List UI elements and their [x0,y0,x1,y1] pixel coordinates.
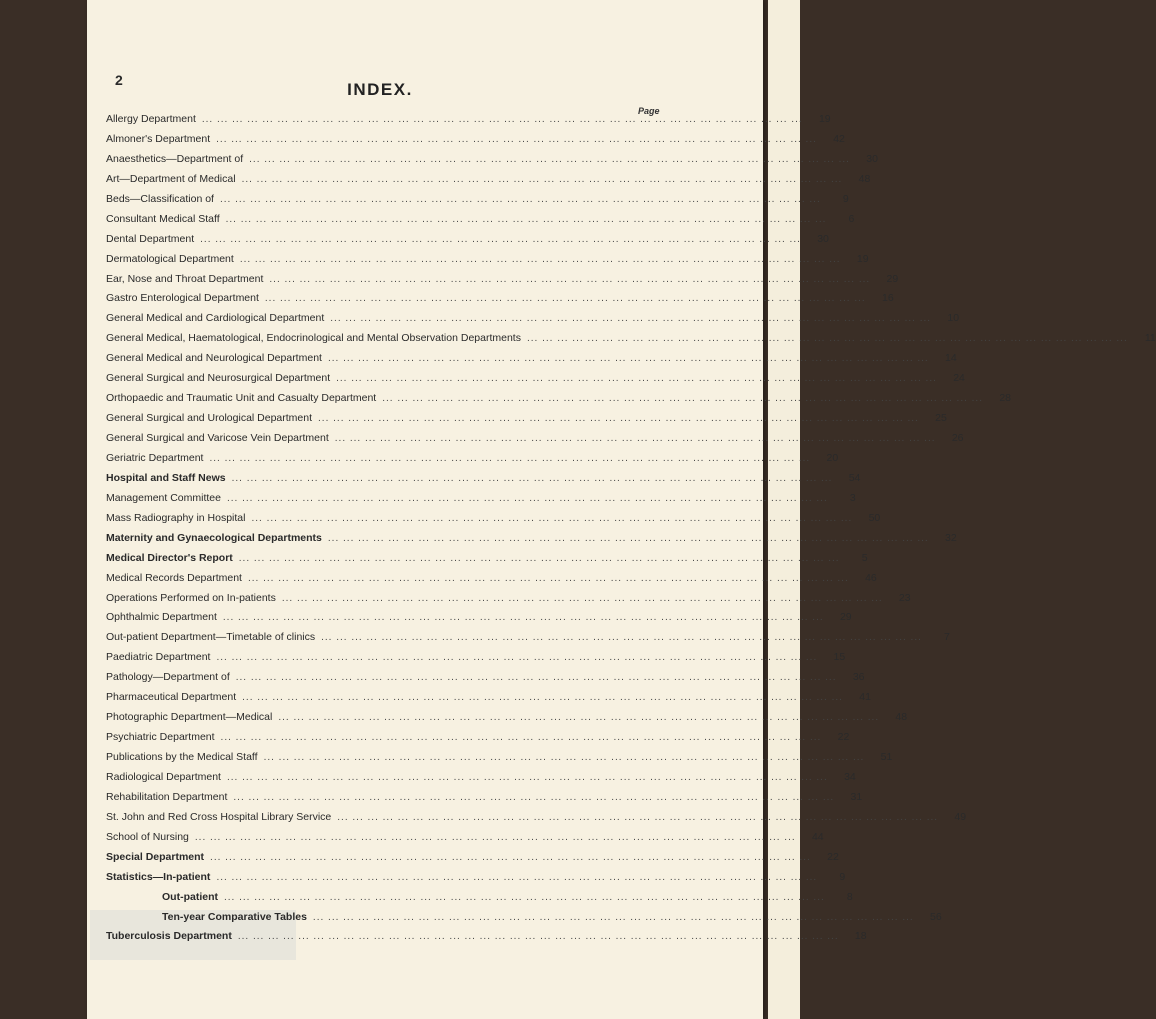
index-entry [106,569,877,589]
entry-label: Maternity and Gynaecological Departments [106,531,322,544]
entry-page: 9 [839,870,846,883]
entry-label: Consultant Medical Staff [106,212,220,225]
dot-leader: ... ... ... ... ... ... ... ... ... ... ... ... ... ... ... ... ... ... ... ... ... ... ... ... ... ... ... ... ... ... ... ... ... ... ... ... ... ... ... ... [235,672,837,684]
dot-leader: ... ... ... ... ... ... ... ... ... ... ... ... ... ... ... ... ... ... ... ... ... ... ... ... ... ... ... ... ... ... ... ... ... ... ... ... ... ... ... ... [264,293,866,305]
dot-leader: ... ... ... ... ... ... ... ... ... ... ... ... ... ... ... ... ... ... ... ... ... ... ... ... ... ... ... ... ... ... ... ... ... ... ... ... ... ... ... ... [242,692,843,704]
entry-page: 22 [837,731,850,744]
entry-page: 24 [953,372,965,385]
entry-label: Gastro Enterological Department [106,292,259,305]
entry-label: Management Committee [106,491,221,504]
entry-page: 6 [848,212,855,225]
entry-label: Dental Department [106,232,195,245]
entry-page: 29 [886,272,899,285]
dot-leader: ... ... ... ... ... ... ... ... ... ... ... ... ... ... ... ... ... ... ... ... ... ... ... ... ... ... ... ... ... ... ... ... ... ... ... ... ... ... ... ... [263,752,865,763]
index-entry [106,788,863,808]
entry-label: School of Nursing [106,830,189,843]
dot-leader: ... ... ... ... ... ... ... ... ... ... ... ... ... ... ... ... ... ... ... ... ... ... ... ... ... ... ... ... ... ... ... ... ... ... ... ... ... ... ... ... [327,353,929,365]
entry-page: 49 [954,810,967,823]
index-entry [106,668,865,688]
entry-page: 42 [833,132,845,145]
index-entry [106,389,1011,409]
entry-page: 15 [833,651,846,664]
dot-leader: ... ... ... ... ... ... ... ... ... ... ... ... ... ... ... ... ... ... ... ... ... ... ... ... ... ... ... ... ... ... ... ... ... ... ... ... ... ... ... ... [238,552,840,564]
entry-label: Medical Records Department [106,571,242,584]
index-entry [106,270,899,290]
entry-page: 50 [868,511,881,524]
index-entry [106,349,957,369]
dot-leader: ... ... ... ... ... ... ... ... ... ... ... ... ... ... ... ... ... ... ... ... ... ... ... ... ... ... ... ... ... ... ... ... ... ... ... ... ... ... ... ... [219,193,821,205]
entry-label: Art—Department of Medical [106,172,236,185]
entry-label: Radiological Department [106,770,221,783]
index-entry [106,688,871,708]
entry-page: 20 [826,451,839,464]
index-entry [106,768,856,788]
entry-label: General Medical and Neurological Department [106,352,322,365]
entry-page: 8 [846,890,853,903]
entry-label: General Surgical and Varicose Vein Department [106,432,329,444]
index-entry [106,808,967,828]
entry-page: 11 [1144,332,1156,345]
entry-label: Tuberculosis Department [106,930,232,943]
dot-leader: ... ... ... ... ... ... ... ... ... ... ... ... ... ... ... ... ... ... ... ... ... ... ... ... ... ... ... ... ... ... ... ... ... ... ... ... ... ... ... ... [226,771,828,783]
entry-label: Pathology—Department of [106,671,230,684]
index-entry [106,210,855,230]
entry-label: Geriatric Department [106,451,204,464]
dot-leader: ... ... ... ... ... ... ... ... ... ... ... ... ... ... ... ... ... ... ... ... ... ... ... ... ... ... ... ... ... ... ... ... ... ... ... ... ... ... ... ... [216,871,818,883]
entry-page: 30 [866,152,878,165]
entry-page: 29 [839,611,852,624]
entry-label: Ear, Nose and Throat Department [106,272,264,285]
entry-label: Hospital and Staff News [106,471,226,484]
entry-label: Out-patient Department—Timetable of clinics [106,631,316,644]
entry-page: 14 [945,352,957,365]
dot-leader: ... ... ... ... ... ... ... ... ... ... ... ... ... ... ... ... ... ... ... ... ... ... ... ... ... ... ... ... ... ... ... ... ... ... ... ... ... ... ... ... [231,472,833,484]
entry-label: Psychiatric Department [106,731,215,744]
dot-leader: ... ... ... ... ... ... ... ... ... ... ... ... ... ... ... ... ... ... ... ... ... ... ... ... ... ... ... ... ... ... ... ... ... ... ... ... ... ... ... ... [225,213,827,225]
index-entry [106,529,957,549]
entry-label: Paediatric Department [106,651,211,664]
index-entry [106,150,878,170]
entry-label: Almoner's Department [106,132,211,145]
index-entry [106,369,965,389]
entry-page: 44 [811,830,824,843]
entry-label: Photographic Department—Medical [106,711,273,724]
dot-leader: ... ... ... ... ... ... ... ... ... ... ... ... ... ... ... ... ... ... ... ... ... ... ... ... ... ... ... ... ... ... ... ... ... ... ... ... ... ... ... ... [226,492,828,504]
entry-page: 16 [881,292,894,305]
index-entry [106,927,867,947]
index-entry [106,250,869,270]
index-entry [106,489,856,509]
entry-page: 3 [849,491,856,504]
index-entry [106,329,1156,349]
entry-page: 22 [827,850,839,863]
entry-label: Publications by the Medical Staff [106,751,258,763]
index-entry [106,469,861,489]
dot-leader: ... ... ... ... ... ... ... ... ... ... ... ... ... ... ... ... ... ... ... ... ... ... ... ... ... ... ... ... ... ... ... ... ... ... ... ... ... ... ... ... [216,133,817,145]
entry-page: 9 [842,192,849,205]
entry-label: Anaesthetics—Department of [106,152,244,165]
entry-label: Mass Radiography in Hospital [106,511,246,524]
entry-page: 56 [930,910,942,923]
index-entry [106,170,871,190]
dot-leader: ... ... ... ... ... ... ... ... ... ... ... ... ... ... ... ... ... ... ... ... ... ... ... ... ... ... ... ... ... ... ... ... ... ... ... ... ... ... ... ... [334,433,936,444]
entry-label: General Medical and Cardiological Department [106,312,325,325]
index-entry [106,608,852,628]
index-entry [106,748,893,768]
entry-label: Ten-year Comparative Tables [162,910,307,923]
index-entry [106,828,824,848]
entry-page: 10 [947,312,960,325]
index-entry [106,549,868,569]
entry-label: Dermatological Department [106,252,234,265]
dot-leader: ... ... ... ... ... ... ... ... ... ... ... ... ... ... ... ... ... ... ... ... ... ... ... ... ... ... ... ... ... ... ... ... ... ... ... ... ... ... ... ... [216,652,818,664]
page-column-label: Page [638,106,660,116]
dot-leader: ... ... ... ... ... ... ... ... ... ... ... ... ... ... ... ... ... ... ... ... ... ... ... ... ... ... ... ... ... ... ... ... ... ... ... ... ... ... ... ... [209,452,811,464]
dot-leader: ... ... ... ... ... ... ... ... ... ... ... ... ... ... ... ... ... ... ... ... ... ... ... ... ... ... ... ... ... ... ... ... ... ... ... ... ... ... ... ... [281,592,883,604]
entry-page: 46 [865,571,877,584]
entry-page: 48 [895,711,908,724]
entry-page: 26 [951,432,964,444]
entry-page: 7 [944,631,950,644]
dot-leader: ... ... ... ... ... ... ... ... ... ... ... ... ... ... ... ... ... ... ... ... ... ... ... ... ... ... ... ... ... ... ... ... ... ... ... ... ... ... ... ... [336,373,937,385]
index-entry [106,449,839,469]
entry-page: 28 [999,392,1011,405]
entry-page: 48 [858,172,871,185]
entry-label: Special Department [106,850,205,863]
dot-leader: ... ... ... ... ... ... ... ... ... ... ... ... ... ... ... ... ... ... ... ... ... ... ... ... ... ... ... ... ... ... ... ... ... ... ... ... ... ... ... ... [382,393,983,405]
entry-label: General Surgical and Urological Department [106,412,313,425]
index-entry [106,728,850,748]
index-entry [106,589,911,609]
entry-label: Allergy Department [106,113,196,125]
index-entry [106,230,829,250]
dot-leader: ... ... ... ... ... ... ... ... ... ... ... ... ... ... ... ... ... ... ... ... ... ... ... ... ... ... ... ... ... ... ... ... ... ... ... ... ... ... ... ... [330,313,932,325]
entry-label: General Medical, Haematological, Endocrinological and Mental Observation Departments [106,332,521,345]
dot-leader: ... ... ... ... ... ... ... ... ... ... ... ... ... ... ... ... ... ... ... ... ... ... ... ... ... ... ... ... ... ... ... ... ... ... ... ... ... ... ... ... [237,931,839,943]
index-entry [106,648,846,668]
entry-page: 32 [944,531,957,544]
entry-page: 25 [935,412,947,425]
dot-leader: ... ... ... ... ... ... ... ... ... ... ... ... ... ... ... ... ... ... ... ... ... ... ... ... ... ... ... ... ... ... ... ... ... ... ... ... ... ... ... ... [239,253,841,265]
dot-leader: ... ... ... ... ... ... ... ... ... ... ... ... ... ... ... ... ... ... ... ... ... ... ... ... ... ... ... ... ... ... ... ... ... ... ... ... ... ... ... ... [312,911,914,923]
entry-page: 31 [850,790,863,803]
dot-leader: ... ... ... ... ... ... ... ... ... ... ... ... ... ... ... ... ... ... ... ... ... ... ... ... ... ... ... ... ... ... ... ... ... ... ... ... ... ... ... ... [224,891,825,903]
dot-leader: ... ... ... ... ... ... ... ... ... ... ... ... ... ... ... ... ... ... ... ... ... ... ... ... ... ... ... ... ... ... ... ... ... ... ... ... ... ... ... ... [337,811,939,823]
dot-leader: ... ... ... ... ... ... ... ... ... ... ... ... ... ... ... ... ... ... ... ... ... ... ... ... ... ... ... ... ... ... ... ... ... ... ... ... ... ... ... ... [321,632,922,644]
index-entry [106,309,960,329]
index-entry [106,848,839,868]
entry-label: St. John and Red Cross Hospital Library Service [106,810,332,823]
entry-page: 30 [817,232,829,245]
index-entry [106,708,908,728]
entry-label: General Surgical and Neurosurgical Department [106,372,331,385]
entry-label: Statistics—In-patient [106,870,211,883]
dot-leader: ... ... ... ... ... ... ... ... ... ... ... ... ... ... ... ... ... ... ... ... ... ... ... ... ... ... ... ... ... ... ... ... ... ... ... ... ... ... ... ... [241,173,843,185]
dot-leader: ... ... ... ... ... ... ... ... ... ... ... ... ... ... ... ... ... ... ... ... ... ... ... ... ... ... ... ... ... ... ... ... ... ... ... ... ... ... ... ... [249,153,850,165]
entry-label: Rehabilitation Department [106,790,228,803]
dot-leader: ... ... ... ... ... ... ... ... ... ... ... ... ... ... ... ... ... ... ... ... ... ... ... ... ... ... ... ... ... ... ... ... ... ... ... ... ... ... ... ... [233,791,835,803]
index-entry [106,289,894,309]
entry-label: Out-patient [162,890,218,903]
dot-leader: ... ... ... ... ... ... ... ... ... ... ... ... ... ... ... ... ... ... ... ... ... ... ... ... ... ... ... ... ... ... ... ... ... ... ... ... ... ... ... ... [200,233,801,245]
index-title: INDEX. [347,80,413,99]
index-entry [106,628,950,648]
dot-leader: ... ... ... ... ... ... ... ... ... ... ... ... ... ... ... ... ... ... ... ... ... ... ... ... ... ... ... ... ... ... ... ... ... ... ... ... ... ... ... ... [247,572,849,584]
index-entry [106,908,942,928]
entry-page: 34 [844,770,856,783]
entry-label: Medical Director's Report [106,551,233,564]
index-entry [106,509,881,529]
dot-leader: ... ... ... ... ... ... ... ... ... ... ... ... ... ... ... ... ... ... ... ... ... ... ... ... ... ... ... ... ... ... ... ... ... ... ... ... ... ... ... ... [220,732,822,744]
dot-leader: ... ... ... ... ... ... ... ... ... ... ... ... ... ... ... ... ... ... ... ... ... ... ... ... ... ... ... ... ... ... ... ... ... ... ... ... ... ... ... ... [210,851,811,863]
index-entry [106,130,845,150]
index-entry [106,409,947,429]
dot-leader: ... ... ... ... ... ... ... ... ... ... ... ... ... ... ... ... ... ... ... ... ... ... ... ... ... ... ... ... ... ... ... ... ... ... ... ... ... ... ... ... [222,612,824,624]
index-entry [106,429,964,449]
dot-leader: ... ... ... ... ... ... ... ... ... ... ... ... ... ... ... ... ... ... ... ... ... ... ... ... ... ... ... ... ... ... ... ... ... ... ... ... ... ... ... ... [201,114,803,125]
entry-page: 19 [856,252,869,265]
entry-page: 36 [852,671,865,684]
entry-page: 18 [854,930,867,943]
dot-leader: ... ... ... ... ... ... ... ... ... ... ... ... ... ... ... ... ... ... ... ... ... ... ... ... ... ... ... ... ... ... ... ... ... ... ... ... ... ... ... ... [251,512,853,524]
entry-page: 54 [848,471,861,484]
entry-page: 5 [861,551,868,564]
entry-page: 51 [880,751,893,763]
page-number: 2 [115,72,123,88]
dot-leader: ... ... ... ... ... ... ... ... ... ... ... ... ... ... ... ... ... ... ... ... ... ... ... ... ... ... ... ... ... ... ... ... ... ... ... ... ... ... ... ... [194,831,796,843]
entry-label: Orthopaedic and Traumatic Unit and Casualty Department [106,392,377,405]
entry-label: Ophthalmic Department [106,611,217,624]
entry-label: Operations Performed on In-patients [106,591,276,604]
entry-page: 23 [898,591,911,604]
index-entry [106,190,849,210]
entry-label: Pharmaceutical Department [106,691,237,704]
entry-page: 41 [859,691,871,704]
dot-leader: ... ... ... ... ... ... ... ... ... ... ... ... ... ... ... ... ... ... ... ... ... ... ... ... ... ... ... ... ... ... ... ... ... ... ... ... ... ... ... ... [269,273,871,285]
dot-leader: ... ... ... ... ... ... ... ... ... ... ... ... ... ... ... ... ... ... ... ... ... ... ... ... ... ... ... ... ... ... ... ... ... ... ... ... ... ... ... ... [318,413,919,425]
dot-leader: ... ... ... ... ... ... ... ... ... ... ... ... ... ... ... ... ... ... ... ... ... ... ... ... ... ... ... ... ... ... ... ... ... ... ... ... ... ... ... ... [278,712,880,724]
dot-leader: ... ... ... ... ... ... ... ... ... ... ... ... ... ... ... ... ... ... ... ... ... ... ... ... ... ... ... ... ... ... ... ... ... ... ... ... ... ... ... ... [327,532,929,544]
entry-label: Beds—Classification of [106,192,214,205]
index-entry [106,888,853,908]
dot-leader: ... ... ... ... ... ... ... ... ... ... ... ... ... ... ... ... ... ... ... ... ... ... ... ... ... ... ... ... ... ... ... ... ... ... ... ... ... ... ... ... [526,333,1128,345]
index-entry [106,868,846,888]
entry-page: 19 [818,113,831,125]
